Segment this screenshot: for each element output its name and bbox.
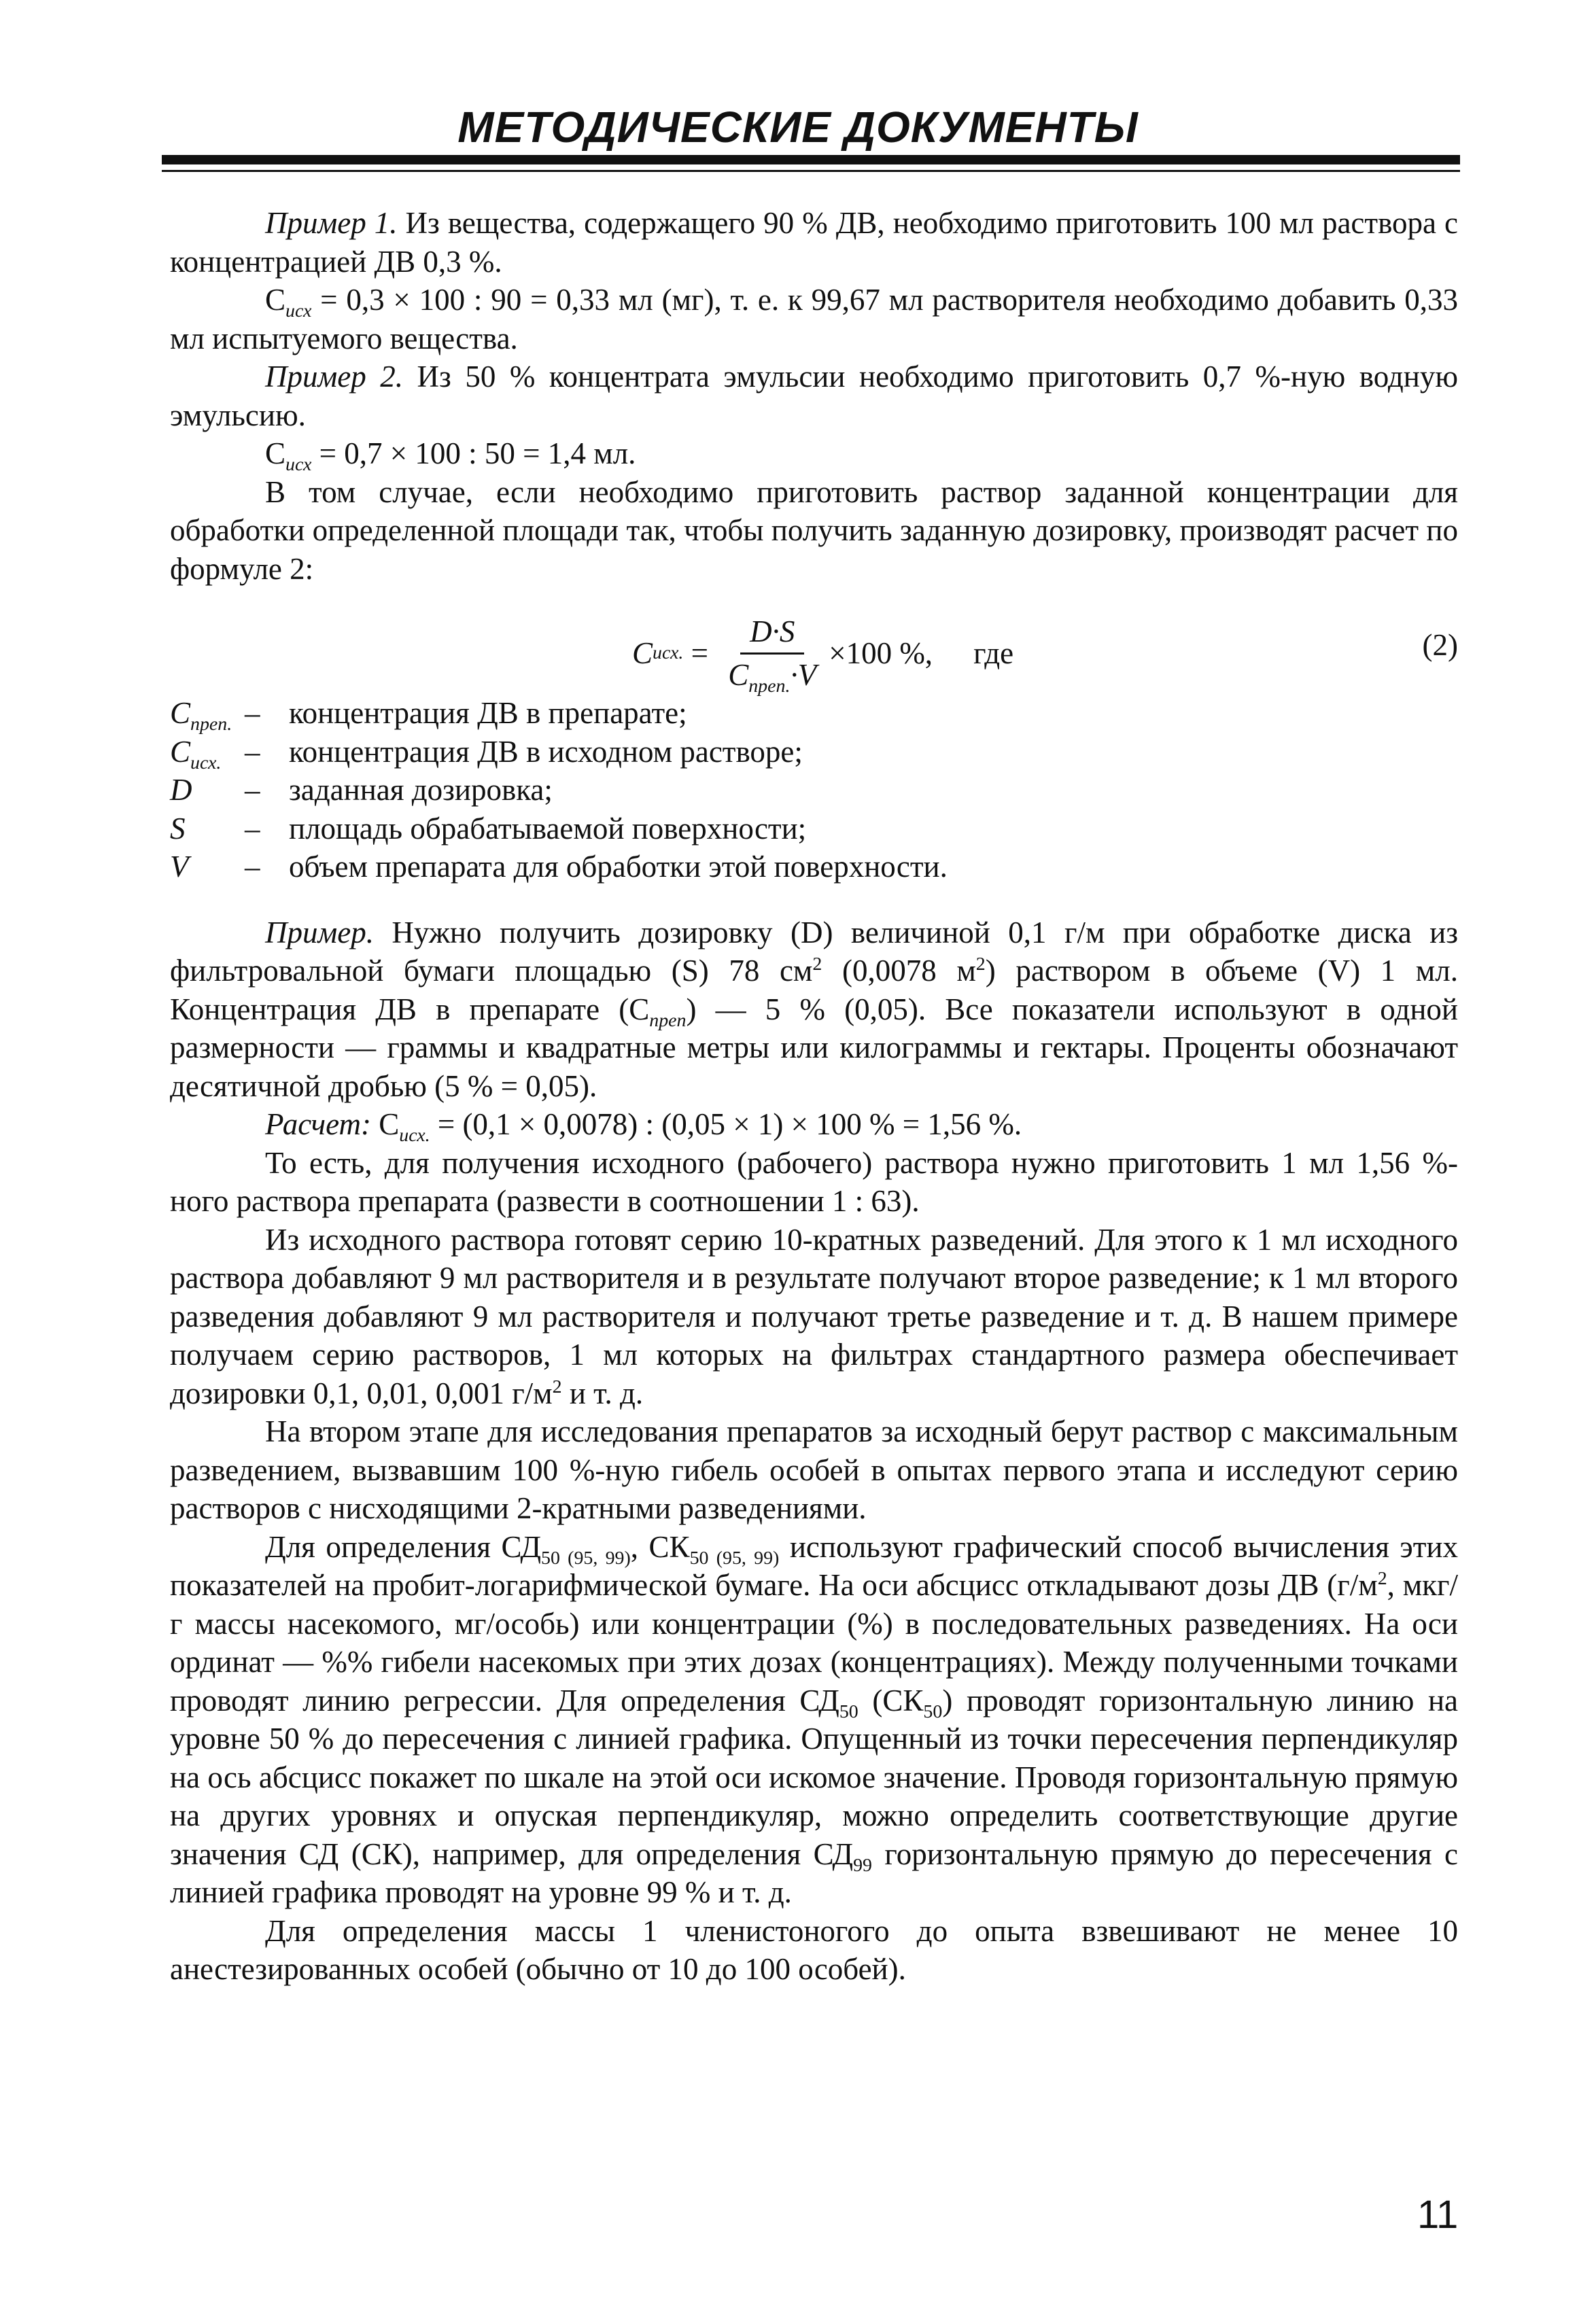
page-number: 11: [1417, 2193, 1459, 2237]
header-rule-thick: [162, 155, 1460, 164]
example-2-paragraph: Пример 2. Из 50 % концентрата эмульсии необходимо приготовить 0,7 %-ную водную эмульсию.: [170, 360, 1458, 432]
example-1-paragraph: Пример 1. Из вещества, содержащего 90 % ДВ, необходимо приготовить 100 мл раствора с концентрацией ДВ 0,3 %.: [170, 206, 1458, 279]
that-is-paragraph: То есть, для получения исходного (рабочего) раствора нужно приготовить 1 мл 1,56 %-ного раствора препарата (развести в соотношении 1 : 63).: [170, 1145, 1458, 1218]
calc-2-paragraph: $С_{исх} = 0,7 \times 100$ : 50 = 1,4 мл.: [265, 436, 636, 475]
legend-item: $C_{прeп.}$ – концентрация ДВ в препарате;: [170, 696, 687, 735]
legend-item: V – объем препарата для обработки этой поверхности.: [170, 850, 948, 884]
formula-fraction: $\frac{D\cdot S}{C_{прeп.}\cdot V}$: [721, 612, 823, 694]
formula-intro-paragraph: В том случае, если необходимо приготовить раствор заданной концентрации для обработки определенной площади так, чтобы получить заданную дозировку, производят расчет по формуле 2:: [170, 474, 1458, 586]
calculation-paragraph: Расчет: $С_{исх.} = (0,1 \times 0,0078)$ : (0,05 × 1) × 100 % = 1,56 %.: [265, 1107, 1022, 1146]
calc-1-paragraph: $С_{исх} = 0,3 \times 100$ : 90 = 0,33 мл (мг), т. е. к 99,67 мл растворителя необходимо добавить 0,33 мл испытуемого вещества.: [170, 283, 1458, 355]
legend-item: D – заданная дозировка;: [170, 773, 553, 807]
second-stage-paragraph: На втором этапе для исследования препаратов за исходный берут раствор с максимальным разведением, вызвавшим 100 %-ную гибель особей в опытах первого этапа и исследуют серию растворов с нисходящими 2-кратными разведениями.: [170, 1414, 1458, 1525]
equation-number: (2): [1422, 628, 1458, 662]
formula-legend: [170, 694, 1458, 886]
legend-item: $C_{исх.}$ – концентрация ДВ в исходном растворе;: [170, 734, 803, 773]
mass-paragraph: Для определения массы 1 членистоногого до опыта взвешивают не менее 10 анестезированных особей (обычно от 10 до 100 особей).: [170, 1913, 1458, 1986]
running-header-title: МЕТОДИЧЕСКИЕ ДОКУМЕНТЫ: [457, 103, 1139, 152]
formula-2: [170, 599, 1458, 697]
graphical-method-paragraph: Для определения $СД_{50 (95, 99)}$, $СК_{50 (95, 99)}$ используют графический способ вычисления этих показателей на пробит-логарифмической бумаге. На оси абсцисс откладывают дозы ДВ ($г/м^2$, мкг/г массы насекомого, мг/особь) или концентрации (%) в последовательных разведениях. На оси ординат — %% гибели насекомых при этих дозах (концентрациях). Между полученными точками проводят линию регрессии. Для определения $СД_{50}$ $(СК_{50})$ проводят горизонтальную линию на уровне 50 % до пересечения с линией графика. Опущенный из точки пересечения перпендикуляр на ось абсцисс покажет по шкале на этой оси искомое значение. Проводя горизонтальную прямую на других уровнях и опуская перпендикуляр, можно определить соответствующие другие значения СД (СК), например, для определения $СД_{99}$ горизонтальную прямую до пересечения с линией графика проводят на уровне 99 % и т. д.: [170, 1529, 1459, 1909]
header-rule-thin: [162, 170, 1460, 172]
dilution-series-paragraph: Из исходного раствора готовят серию 10-кратных разведений. Для этого к 1 мл исходного раствора добавляют 9 мл растворителя и в результате получают второе разведение; к 1 мл второго разведения добавляют 9 мл растворителя и получают третье разведение и т. д. В нашем примере получаем серию растворов, 1 мл которых на фильтрах стандартного размера обеспечивает дозировки 0,1, 0,01, 0,001 $г/м^2$ и т. д.: [170, 1222, 1458, 1410]
legend-item: S – площадь обрабатываемой поверхности;: [170, 811, 807, 846]
example-3-paragraph: Пример. Нужно получить дозировку (D) величиной 0,1 г/м при обработке диска из фильтровальной бумаги площадью (S) 78 $см^2$ (0,0078 $м^2$) раствором в объеме (V) 1 мл. Концентрация ДВ в препарате $(С_{прeп})$ — 5 % (0,05). Все показатели используют в одной размерности — граммы и квадратные метры или килограммы и гектары. Проценты обозначают десятичной дробью (5 % = 0,05).: [170, 915, 1458, 1103]
formula-expression: C исх. = $\frac{D\cdot S}{C_{прeп.}\cdot V}$ ×100 %, где: [632, 612, 1013, 694]
body-text: [170, 204, 1458, 1989]
